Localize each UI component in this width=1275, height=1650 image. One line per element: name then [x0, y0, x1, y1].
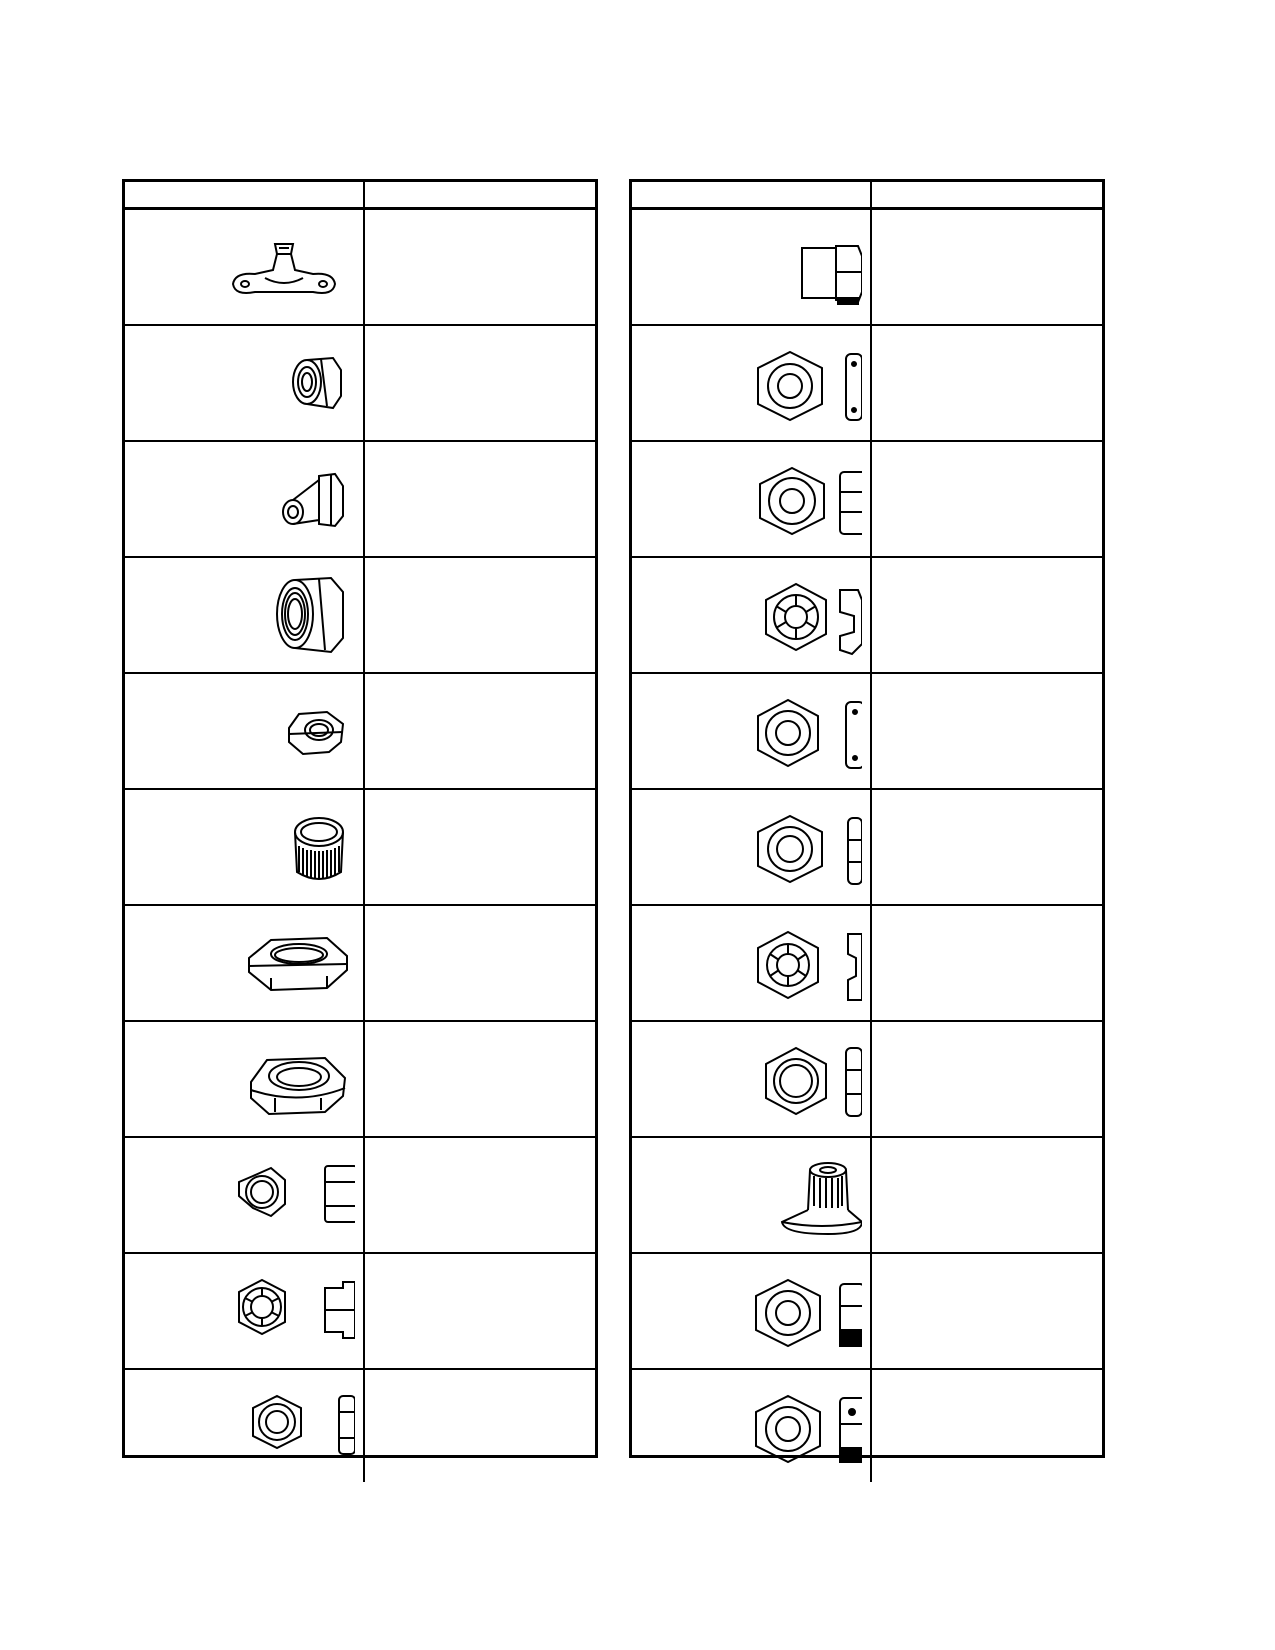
table-row: [632, 326, 1102, 442]
table-row: [632, 210, 1102, 326]
table-row: [632, 1022, 1102, 1138]
table-row: [125, 1370, 595, 1482]
twelve-point-nut-icon: [722, 1150, 862, 1240]
check-nut-icon: [722, 1034, 862, 1124]
thin-castle-nut-icon: [722, 918, 862, 1008]
thin-plain-nut-icon: [722, 802, 862, 892]
fastener-table-right: [629, 179, 1105, 1458]
table-row: [632, 674, 1102, 790]
castellated-nut-icon: [215, 1266, 355, 1356]
table-row: [125, 674, 595, 790]
table-row: [125, 558, 595, 674]
fastener-table-left: [122, 179, 598, 1458]
sleeve-nut-icon: [215, 454, 355, 544]
table-row: [632, 442, 1102, 558]
flare-nut-icon: [215, 338, 355, 428]
hex-nut-icon: [722, 454, 862, 544]
anchor-nut-icon: [215, 222, 355, 312]
table-row: [125, 1254, 595, 1370]
shear-nut-side-icon: [722, 222, 862, 312]
header-cell-description: [365, 182, 595, 207]
chamfered-jam-nut-icon: [215, 1034, 355, 1124]
table-row: [125, 1022, 595, 1138]
table-row: [632, 906, 1102, 1022]
castle-nut-icon: [722, 570, 862, 660]
self-locking-hex-nut-icon: [722, 338, 862, 428]
table-row: [125, 326, 595, 442]
table-row: [632, 1370, 1102, 1482]
table-row: [632, 1138, 1102, 1254]
plain-hex-nut-icon: [215, 1150, 355, 1240]
header-cell-illustration: [125, 182, 365, 207]
table-row: [125, 442, 595, 558]
table-row: [632, 1254, 1102, 1370]
thin-self-locking-nut-icon: [722, 686, 862, 776]
header-cell-illustration: [632, 182, 872, 207]
table-row: [125, 906, 595, 1022]
header-cell-description: [872, 182, 1102, 207]
table-row: [125, 790, 595, 906]
self-locking-nut-icon: [215, 1382, 355, 1472]
table-header-row: [632, 182, 1102, 210]
lock-nut-icon: [722, 1266, 862, 1356]
table-header-row: [125, 182, 595, 210]
thin-hex-nut-icon: [215, 686, 355, 776]
table-row: [125, 1138, 595, 1254]
coupling-nut-icon: [215, 570, 355, 660]
knurled-nut-icon: [215, 802, 355, 892]
table-row: [125, 210, 595, 326]
jam-nut-icon: [215, 918, 355, 1008]
table-row: [632, 558, 1102, 674]
table-row: [632, 790, 1102, 906]
fiber-lock-nut-icon: [722, 1382, 862, 1472]
